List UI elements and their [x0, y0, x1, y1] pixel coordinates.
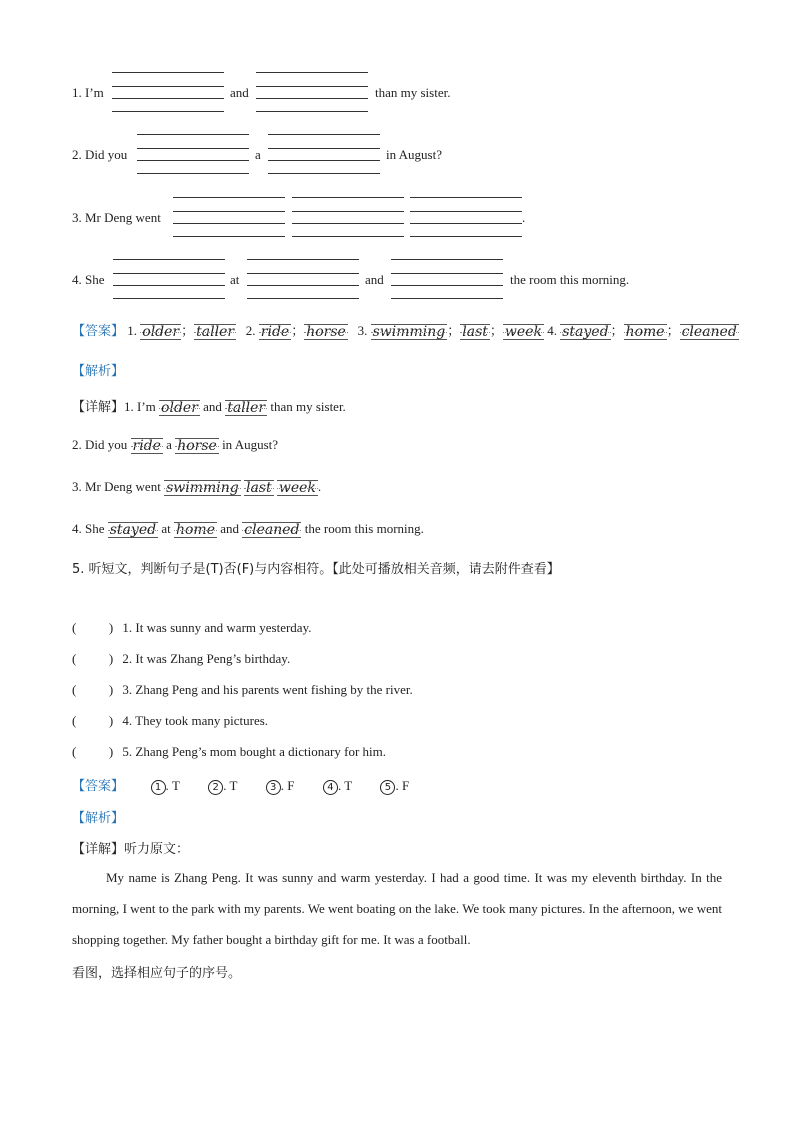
q5-bracket[interactable]: ( ) [72, 744, 114, 759]
detail-l3-word1: swimming [166, 480, 239, 497]
answer-word-swimming: swimming [372, 324, 446, 341]
answer-sep: ； [447, 323, 461, 338]
circled-number: 2 [208, 780, 223, 795]
detail-line-2 [72, 437, 278, 454]
answer-word-home: home [625, 324, 665, 341]
answer-value: . F [280, 778, 295, 793]
detail-l1-word1: older [161, 400, 198, 417]
answer-word-week: week [504, 324, 542, 341]
answer-word-stayed: stayed [562, 324, 609, 341]
detail-l2-word1: ride [132, 438, 161, 455]
q4-prefix: 4. She [72, 272, 105, 287]
detail-l3-prefix: 3. Mr Deng went [72, 479, 161, 494]
listening-passage: My name is Zhang Peng. It was sunny and warm yesterday. I had a good time. It was my eleventh birthday. In the morning, I went to the park with my parents. We went boating on the lake. We took many pictures. In the afternoon, we went shopping together. My father bought a birthday gift for me. It was a football. [72, 870, 722, 947]
detail-line-4 [72, 521, 424, 538]
answer-num-4: 4. [547, 323, 557, 338]
detail-l1-prefix: 1. I’m [124, 399, 156, 414]
answer-word-older: older [142, 324, 180, 341]
answer-item [380, 778, 409, 793]
answer-word-taller: taller [196, 324, 235, 341]
answer-row-2 [72, 775, 409, 795]
answer-sep: ； [666, 323, 680, 338]
q4-blank-2[interactable] [247, 259, 359, 299]
answer-item [208, 778, 237, 793]
answer-num-1: 1. [127, 323, 138, 338]
q5-statement: 5. Zhang Peng’s mom bought a dictionary for him. [122, 744, 386, 759]
q4-blank-3[interactable] [391, 259, 503, 299]
analysis-tag-1: 【解析】 [72, 364, 125, 379]
q5-title: 5. 听短文，判断句子是(T)否(F)与内容相符。【此处可播放相关音频，请去附件查看】 [72, 562, 560, 577]
detail-l3-suffix: . [317, 479, 322, 494]
listening-label: 听力原文： [124, 842, 190, 857]
answer-word-ride: ride [260, 324, 290, 341]
circled-number: 4 [323, 780, 338, 795]
answer-tag: 【答案】 [72, 324, 125, 339]
answer-row-1 [72, 320, 739, 340]
q2-blank-2[interactable] [268, 134, 380, 174]
detail-l4-suffix: the room this morning. [304, 521, 424, 536]
answer-tag: 【答案】 [72, 779, 125, 794]
q2-prefix: 2. Did you [72, 147, 128, 162]
q3-blank-2[interactable] [292, 197, 404, 237]
q5-item [72, 651, 290, 667]
detail-2-header [72, 838, 189, 857]
detail-l1-word2: taller [227, 400, 266, 417]
answer-sep: ； [181, 323, 195, 338]
circled-number: 5 [380, 780, 395, 795]
q3-blank-3[interactable] [410, 197, 522, 237]
detail-l2-mid: a [166, 437, 172, 452]
q4-blank-1[interactable] [113, 259, 225, 299]
circled-number: 1 [151, 780, 166, 795]
detail-l4-mid1: at [161, 521, 171, 536]
q4-suffix: the room this morning. [510, 272, 630, 287]
q3-prefix: 3. Mr Deng went [72, 210, 161, 225]
q5-statement: 4. They took many pictures. [122, 713, 269, 728]
detail-l4-mid2: and [220, 521, 240, 536]
q2-blank-1[interactable] [137, 134, 249, 174]
circled-number: 3 [266, 780, 281, 795]
q2-suffix: in August? [386, 147, 442, 162]
q3-suffix: . [522, 210, 526, 225]
q5-statement: 1. It was sunny and warm yesterday. [122, 620, 312, 635]
answer-num-2: 2. [245, 323, 256, 338]
detail-l2-suffix: in August? [222, 437, 279, 452]
detail-l2-prefix: 2. Did you [72, 437, 128, 452]
q5-bracket[interactable]: ( ) [72, 682, 114, 697]
q5-item [72, 682, 413, 698]
answer-word-last: last [462, 324, 488, 341]
q5-item [72, 713, 268, 729]
next-instruction: 看图，选择相应句子的序号。 [72, 966, 242, 981]
answer-sep: ； [291, 323, 305, 338]
detail-tag: 【详解】 [72, 400, 125, 415]
q5-statement: 2. It was Zhang Peng’s birthday. [122, 651, 291, 666]
q5-bracket[interactable]: ( ) [72, 620, 114, 635]
detail-l3-word3: week [278, 480, 316, 497]
answer-value: . F [395, 778, 410, 793]
q2-mid: a [255, 147, 261, 162]
detail-line-3 [72, 479, 321, 496]
answer-word-horse: horse [306, 324, 346, 341]
answer-sep: ； [610, 323, 624, 338]
q1-mid: and [230, 85, 249, 100]
detail-l1-mid: and [203, 399, 222, 414]
detail-l1-suffix: than my sister. [270, 399, 346, 414]
q1-prefix: 1. I’m [72, 85, 104, 100]
q5-statement: 3. Zhang Peng and his parents went fishing by the river. [122, 682, 413, 697]
q5-item [72, 744, 386, 760]
q5-bracket[interactable]: ( ) [72, 713, 114, 728]
detail-l4-prefix: 4. She [72, 521, 105, 536]
detail-l2-word2: horse [177, 438, 217, 455]
q4-mid2: and [365, 272, 384, 287]
detail-l4-word3: cleaned [244, 522, 300, 539]
detail-tag: 【详解】 [72, 842, 125, 857]
answer-item [151, 778, 180, 793]
detail-l3-word2: last [245, 480, 272, 497]
answer-item [323, 778, 352, 793]
detail-l4-word1: stayed [109, 522, 157, 539]
answer-word-cleaned: cleaned [681, 324, 737, 341]
q1-suffix: than my sister. [375, 85, 451, 100]
analysis-tag-2: 【解析】 [72, 811, 125, 826]
detail-l4-word2: home [175, 522, 215, 539]
q3-blank-1[interactable] [173, 197, 285, 237]
q1-blank-2[interactable] [256, 72, 368, 112]
detail-line-1 [72, 396, 346, 416]
answer-item [266, 778, 295, 793]
q5-bracket[interactable]: ( ) [72, 651, 114, 666]
answer-value: . T [223, 778, 238, 793]
answer-value: . T [337, 778, 352, 793]
answer-num-3: 3. [357, 323, 368, 338]
q1-blank-1[interactable] [112, 72, 224, 112]
q5-item [72, 620, 311, 636]
q4-mid1: at [230, 272, 240, 287]
answer-value: . T [165, 778, 180, 793]
answer-sep: ； [489, 323, 503, 338]
